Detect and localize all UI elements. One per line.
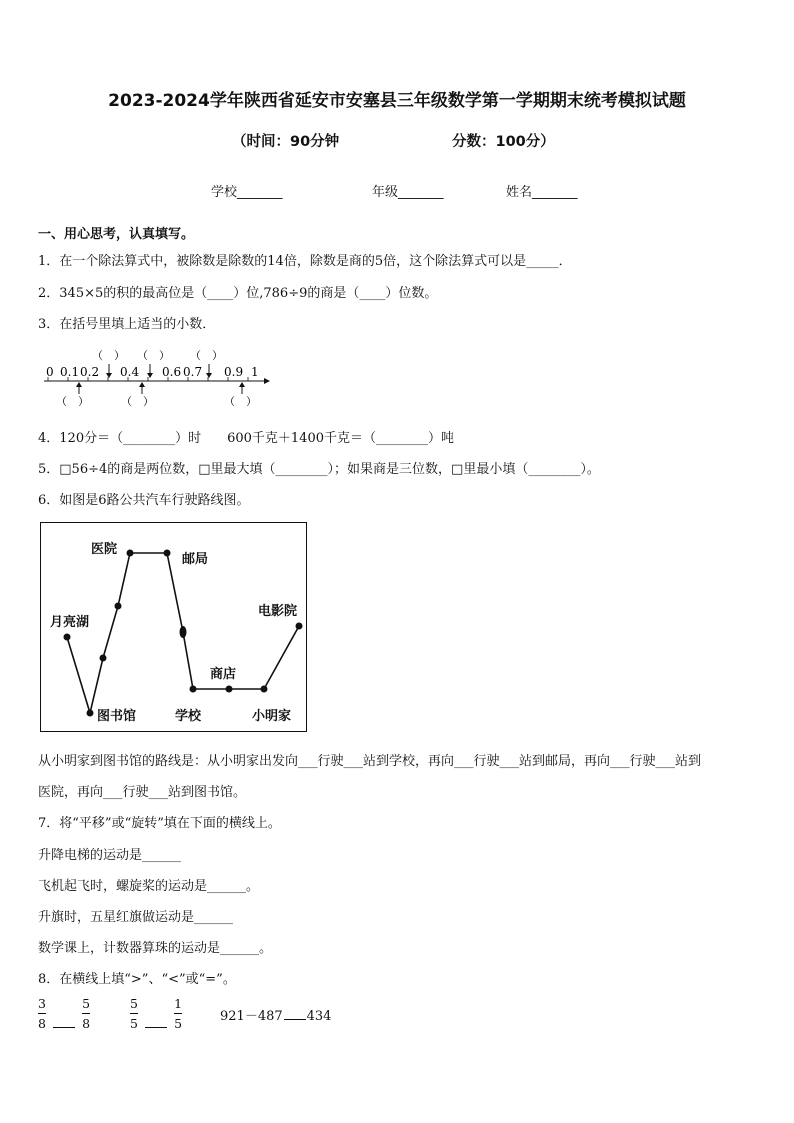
number-line-figure	[36, 344, 276, 410]
label-library: 图书馆	[97, 709, 137, 724]
tick-label: 0.6	[162, 365, 182, 379]
stop	[100, 655, 107, 662]
question-8: 8．在横线上填“>”、“<”或“=”。	[38, 972, 236, 987]
section-title: 一、用心思考，认真填写。	[38, 227, 195, 242]
label-cinema: 电影院	[258, 604, 298, 619]
label-home: 小明家	[252, 709, 292, 724]
expression: 921－487	[220, 1009, 283, 1024]
stop-lake	[64, 634, 71, 641]
fraction-right: $\frac{5}{8}$	[82, 996, 91, 1031]
question-7-item: 升降电梯的运动是______	[38, 848, 182, 863]
compare-item-3	[220, 1005, 331, 1024]
question-1: 1．在一个除法算式中，被除数是除数的14倍，除数是商的5倍，这个除法算式可以是_____．	[38, 254, 572, 269]
compare-blank[interactable]	[284, 1019, 306, 1020]
tick-label: 0.9	[224, 365, 244, 379]
school-field[interactable]: 学校_______	[211, 185, 283, 200]
question-5: 5．□56÷4的商是两位数，□里最大填（________）；如果商是三位数，□里最小填（________）。	[38, 462, 600, 477]
label-post: 邮局	[182, 552, 209, 567]
label-lake: 月亮湖	[50, 615, 90, 630]
label-school: 学校	[175, 709, 202, 724]
compare-item-1	[38, 994, 90, 1033]
label-shop: 商店	[210, 667, 237, 682]
question-7-item: 升旗时，五星红旗做运动是______	[38, 910, 234, 925]
fraction-left: $\frac{5}{5}$	[130, 996, 138, 1031]
answer-bracket: （ ）	[56, 395, 89, 408]
stop-cinema	[296, 623, 303, 630]
stop-library	[87, 710, 94, 717]
expression-rhs: 434	[306, 1009, 332, 1024]
stop-shop	[226, 686, 233, 693]
question-6-text-1: 从小明家到图书馆的路线是：从小明家出发向___行驶___站到学校，再向___行驶___站到邮局，再向___行驶___站到	[38, 754, 702, 769]
answer-bracket: （ ）	[137, 349, 170, 362]
compare-item-2	[130, 994, 182, 1033]
answer-bracket: （ ）	[224, 395, 257, 408]
question-4: 4．120分＝（________）时 600千克＋1400千克＝（________）吨	[38, 431, 454, 446]
stop	[180, 626, 187, 638]
time-label: （时间：90分钟	[232, 134, 340, 150]
stop-post	[164, 550, 171, 557]
fraction-right: $\frac{1}{5}$	[174, 996, 183, 1031]
stop-school	[190, 686, 197, 693]
stop-hospital	[127, 550, 134, 557]
compare-blank[interactable]	[53, 1027, 75, 1028]
question-3: 3．在括号里填上适当的小数．	[38, 317, 216, 332]
tick-label: 0.2	[80, 365, 100, 379]
stop-home	[261, 686, 268, 693]
tick-label: 0.7	[183, 365, 203, 379]
question-7: 7．将“平移”或“旋转”填在下面的横线上。	[38, 816, 281, 831]
answer-bracket: （ ）	[92, 349, 125, 362]
tick-label: 0.4	[120, 365, 140, 379]
number-line-arrowhead	[264, 378, 270, 384]
name-field[interactable]: 姓名_______	[506, 185, 578, 200]
question-2: 2．345×5的积的最高位是（____）位,786÷9的商是（____）位数。	[38, 286, 438, 301]
question-6: 6．如图是6路公共汽车行驶路线图。	[38, 493, 250, 508]
question-7-item: 数学课上，计数器算珠的运动是______。	[38, 941, 273, 956]
page-title: 2023-2024学年陕西省延安市安塞县三年级数学第一学期期末统考模拟试题	[108, 91, 686, 111]
question-6-text-2: 医院，再向___行驶___站到图书馆。	[38, 785, 247, 800]
grade-field[interactable]: 年级_______	[372, 185, 444, 200]
tick-label: 1	[251, 365, 259, 379]
answer-bracket: （ ）	[121, 395, 154, 408]
answer-bracket: （ ）	[190, 349, 223, 362]
score-label: 分数：100分）	[452, 134, 555, 150]
compare-blank[interactable]	[145, 1027, 167, 1028]
stop	[115, 603, 122, 610]
fraction-left: $\frac{3}{8}$	[38, 996, 46, 1031]
label-hospital: 医院	[91, 542, 118, 557]
question-7-item: 飞机起飞时，螺旋桨的运动是______。	[38, 879, 260, 894]
bus-route-map	[40, 522, 308, 733]
tick-label: 0	[46, 365, 54, 379]
tick-label: 0.1	[60, 365, 80, 379]
